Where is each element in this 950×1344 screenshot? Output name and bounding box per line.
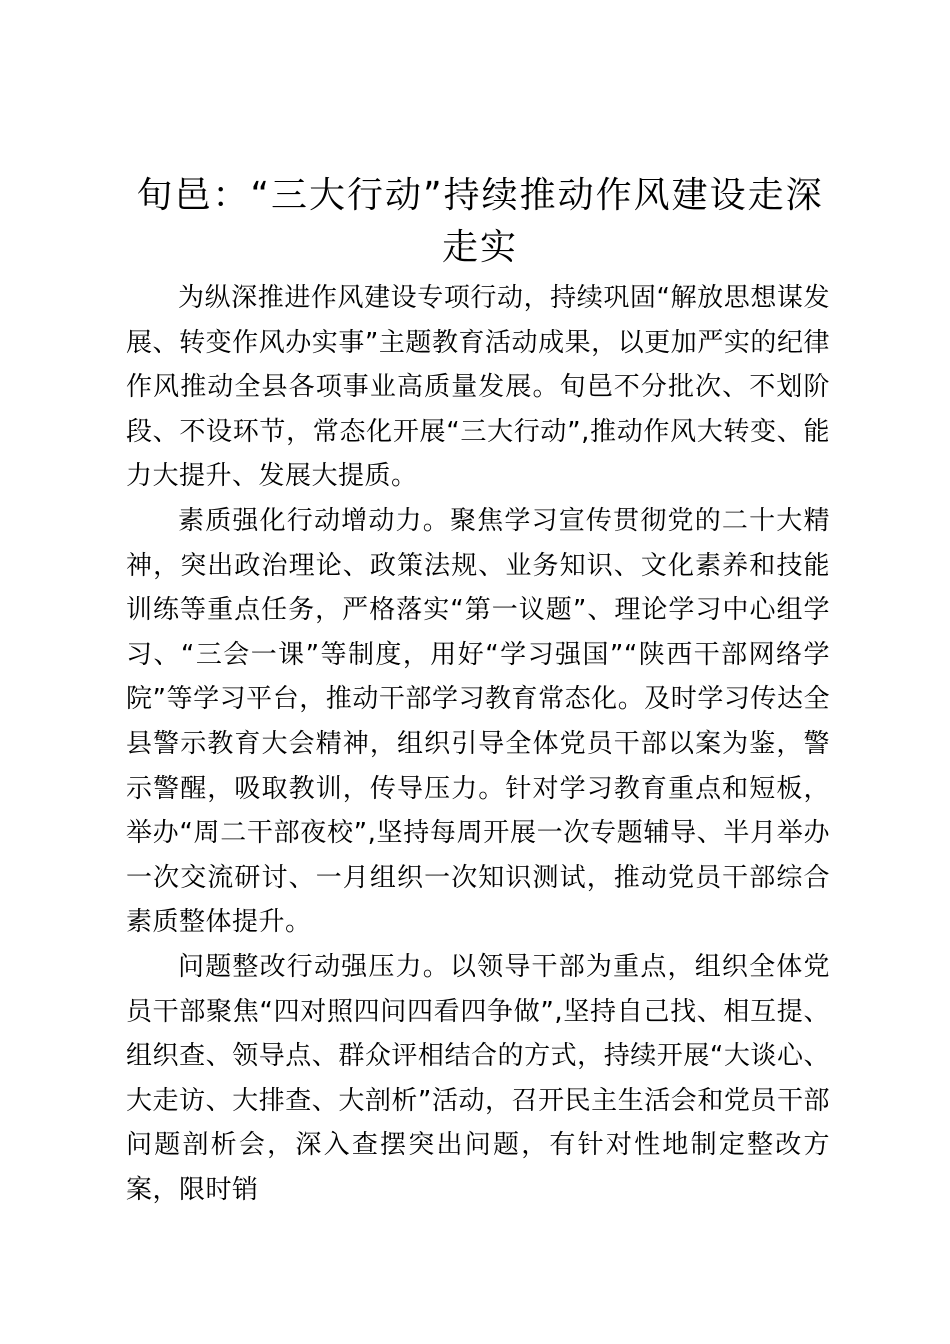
paragraph-rectification-action: 问题整改行动强压力。以领导干部为重点，组织全体党员干部聚焦“四对照四问四看四争做”,坚持自己找、相互提、组织查、领导点、群众评相结合的方式，持续开展“大谈心、大走访、大排查、大剖析”活动，召开民主生活会和党员干部问题剖析会，深入查摆突出问题，有针对性地制定整改方案，限时销 xyxy=(126,951,830,1205)
document-title: 旬邑：“三大行动”持续推动作风建设走深走实 xyxy=(136,175,824,268)
document-body xyxy=(126,276,830,1212)
paragraph-intro: 为纵深推进作风建设专项行动，持续巩固“解放思想谋发展、转变作风办实事”主题教育活动成果，以更加严实的纪律作风推动全县各项事业高质量发展。旬邑不分批次、不划阶段、不设环节，常态化开展“三大行动”,推动作风大转变、能力大提升、发展大提质。 xyxy=(126,283,830,492)
paragraph-quality-action: 素质强化行动增动力。聚焦学习宣传贯彻党的二十大精神，突出政治理论、政策法规、业务知识、文化素养和技能训练等重点任务，严格落实“第一议题”、理论学习中心组学习、“三会一课”等制度，用好“学习强国”“陕西干部网络学院”等学习平台，推动干部学习教育常态化。及时学习传达全县警示教育大会精神，组织引导全体党员干部以案为鉴，警示警醒，吸取教训，传导压力。针对学习教育重点和短板，举办“周二干部夜校”,坚持每周开展一次专题辅导、半月举办一次交流研讨、一月组织一次知识测试，推动党员干部综合素质整体提升。 xyxy=(126,505,830,938)
